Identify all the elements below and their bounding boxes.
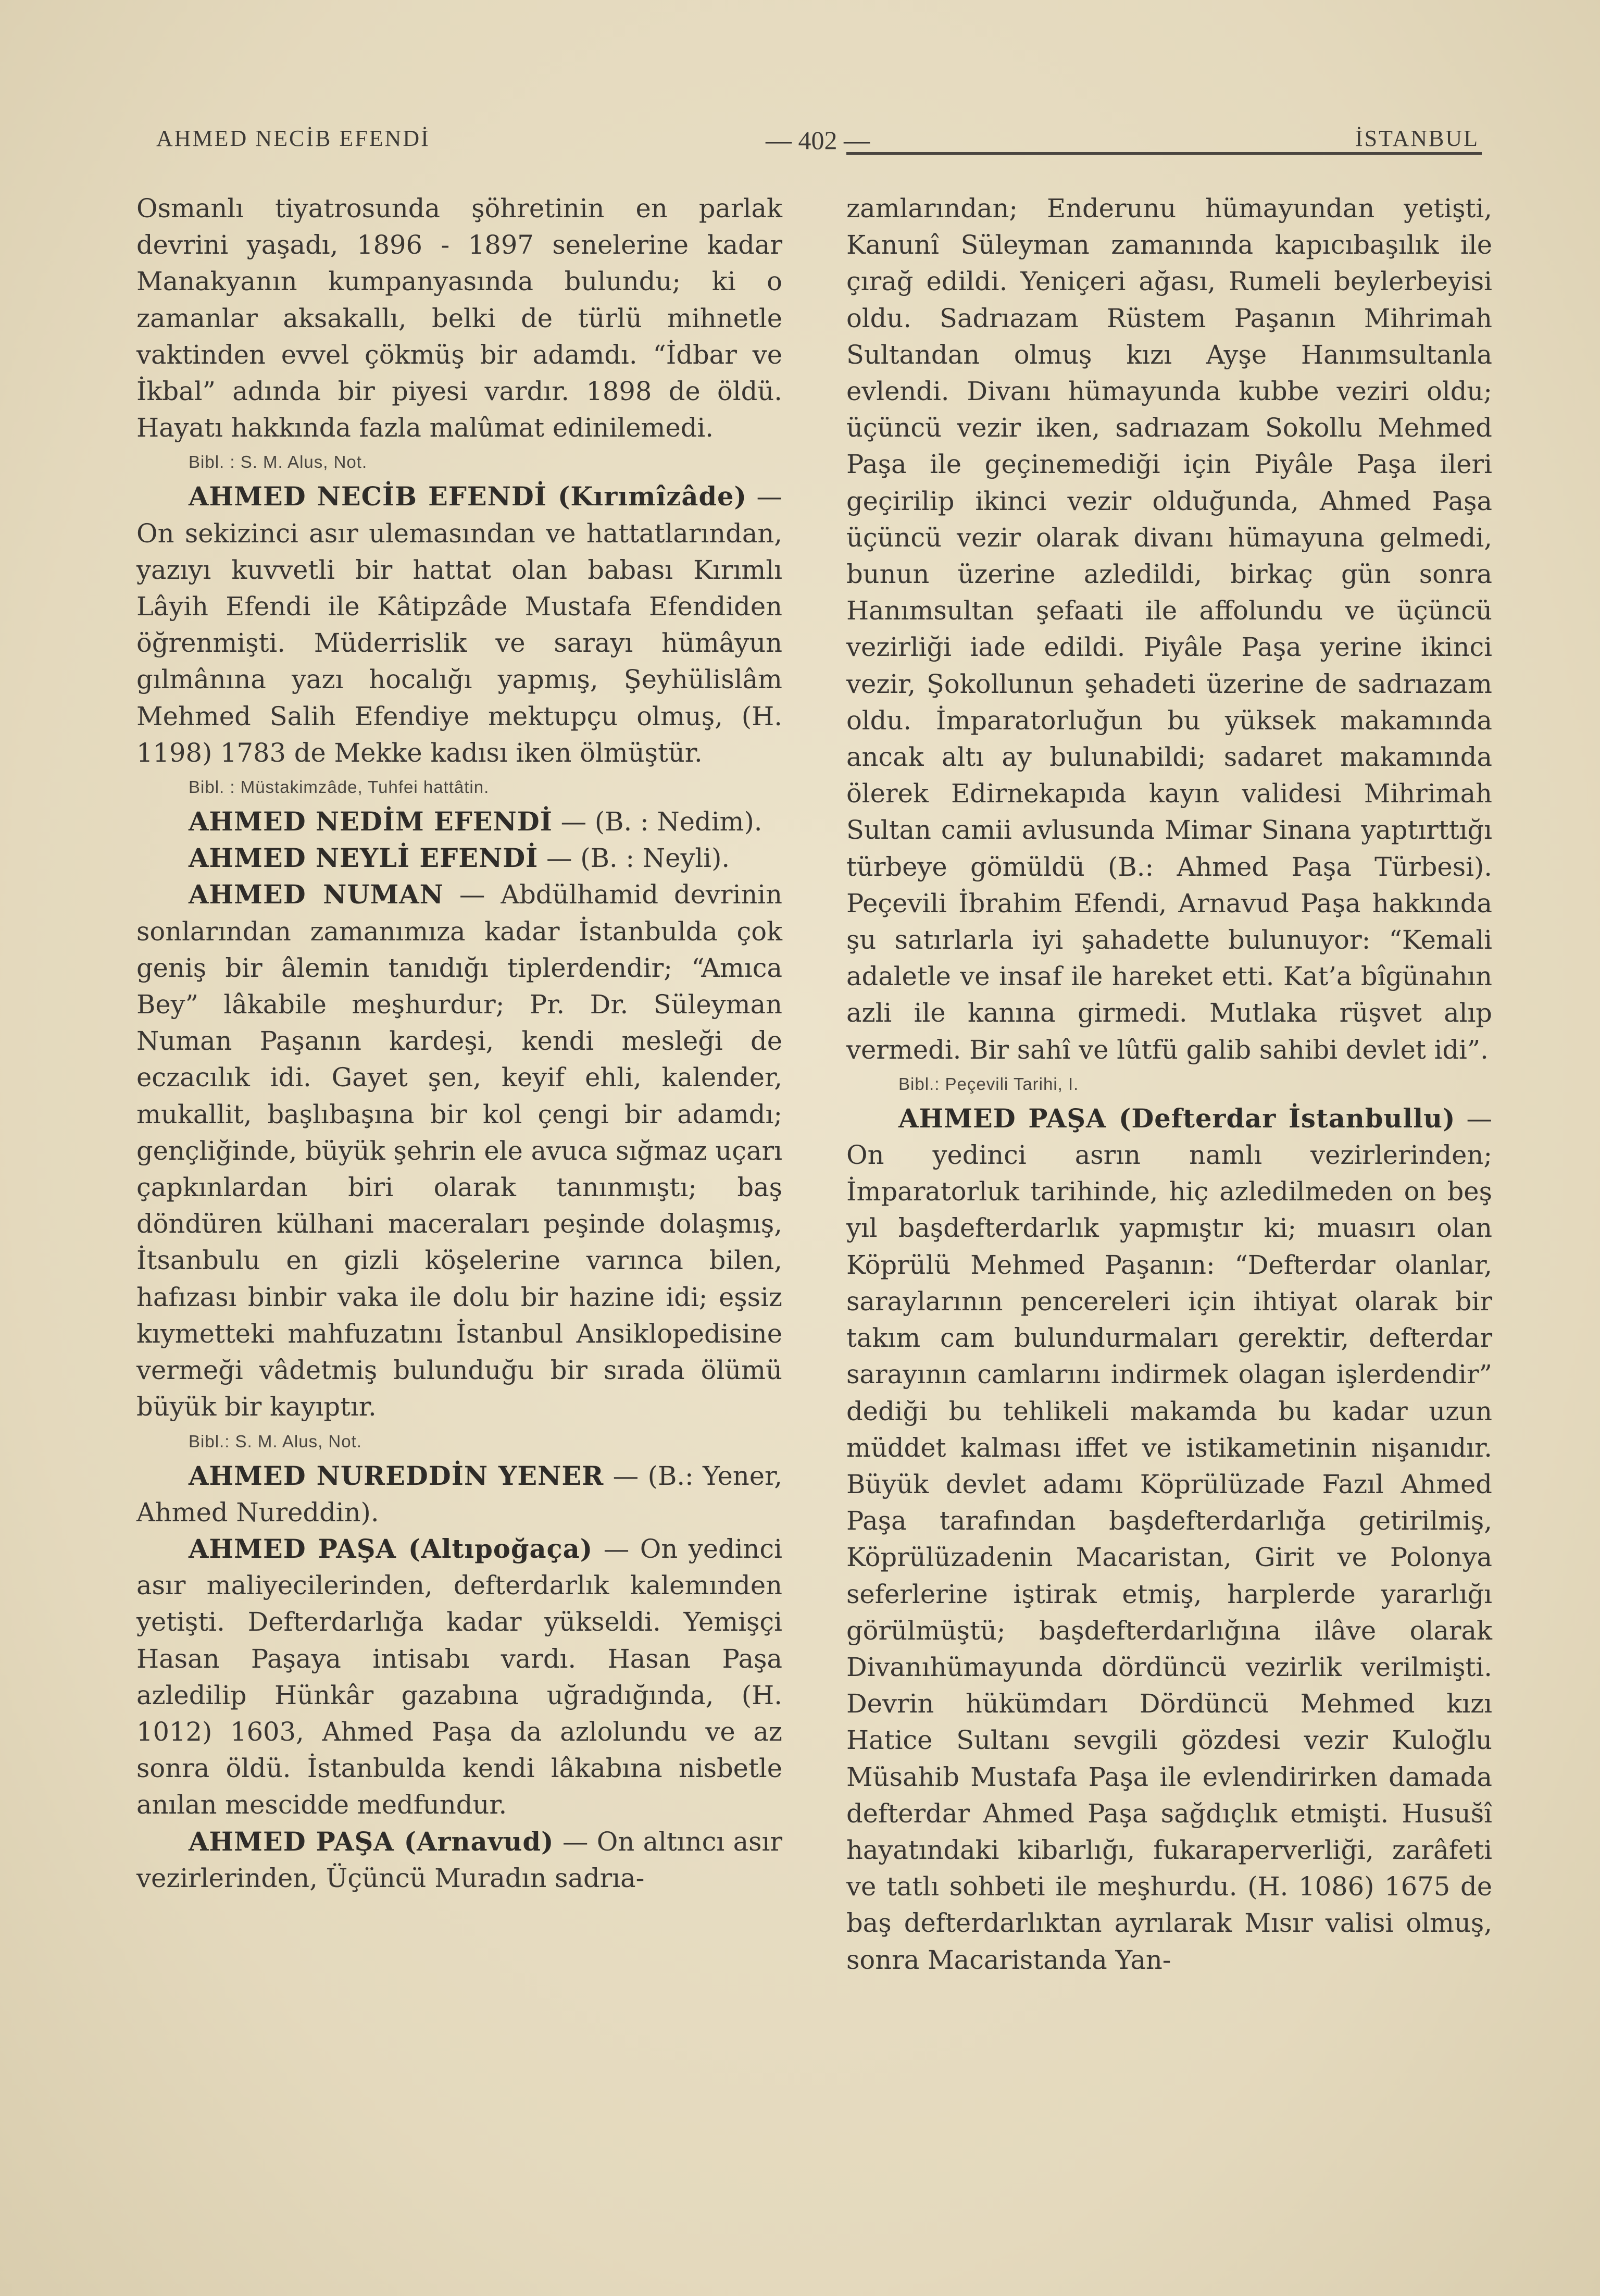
right-column <box>846 190 1492 1978</box>
encyclopedia-entry <box>136 876 782 1425</box>
entry-body: — (B. : Neyli). <box>538 843 730 874</box>
entry-body: — On yedinci asrın namlı vezirlerinden; İmparatorluk tarihinde, hiç azledilmeden on beş yıl başdefterdarlık yapmıştır ki; muasırı olan Köprülü Mehmed Paşanın: “Defterdar olanlar, saraylarının pencereleri için ihtiyat olarak bir takım cam bulundurmaları gerektir, defterdar sarayının camlarını indirmek olagan işlerdendir” dediği bu tehlikeli makamda bu kadar uzun müddet kalması iffet ve istikametinin nişanıdır. Büyük devlet adamı Köprülüzade Fazıl Ahmed Paşa tarafından başdefterdarlığa getirilmiş, Köprülüzadenin Macaristan, Girit ve Polonya seferlerine iştirak etmiş, harplerde yararlığı görülmüştü; başdefterdarlığına ilâve olarak Divanıhümayunda dördüncü vezirlik verilmişti. Devrin hükümdarı Dördüncü Mehmed kızı Hatice Sultanı sevgili gözdesi vezir Kuloğlu Müsahib Mustafa Paşa ile evlendirirken damada defterdar Ahmed Paşa sağdıçlık etmişti. Husus̆î hayatındaki kibarlığı, fukaraperverliği, zarâfeti ve tatlı sohbeti ile meşhurdu. (H. 1086) 1675 de baş defterdarlıktan ayrılarak Mısır valisi olmuş, sonra Macaristanda Yan- <box>846 1103 1492 1975</box>
header-book-title: İSTANBUL <box>1355 126 1479 151</box>
entry-heading: AHMED PAŞA (Arnavud) <box>189 1826 554 1857</box>
bibliography-line: Bibl.: Peçevili Tarihi, I. <box>898 1074 1079 1094</box>
encyclopedia-entry <box>136 478 782 771</box>
entry-body: — (B. : Nedim). <box>552 806 762 837</box>
entry-heading: AHMED NUREDDİN YENER <box>189 1460 604 1491</box>
encyclopedia-entry <box>136 1531 782 1823</box>
page-number: — 402 — <box>766 126 870 155</box>
bibliography-line: Bibl. : Müstakimzâde, Tuhfei hattâtin. <box>189 777 490 797</box>
encyclopedia-entry <box>136 803 782 840</box>
entry-heading: AHMED PAŞA (Defterdar İstanbullu) <box>898 1103 1456 1134</box>
encyclopedia-entry <box>136 840 782 876</box>
entry-heading: AHMED NEDİM EFENDİ <box>189 806 553 837</box>
paragraph: Osmanlı tiyatrosunda şöhretinin en parlak devrini yaşadı, 1896 - 1897 senelerine kadar Manakyanın kumpanyasında bulundu; ki o zamanlar aksakallı, belki de türlü mihnetle vaktinden evvel çökmüş bir adamdı. “İdbar ve İkbal” adında bir piyesi vardır. 1898 de öldü. Hayatı hakkında fazla malûmat edinilemedi. <box>136 193 782 443</box>
entry-body: — On yedinci asır maliyecilerinden, defterdarlık kalemınden yetişti. Defterdarlığa kadar yükseldi. Yemişçi Hasan Paşaya intisabı vardı. Hasan Paşa azledilip Hünkâr gazabına uğradığında, (H. 1012) 1603, Ahmed Paşa da azlolundu ve az sonra öldü. İstanbulda kendi lâkabına nisbetle anılan mescidde medfundur. <box>136 1533 782 1820</box>
entry-body: — (B.: Yener, Ahmed Nureddin). <box>136 1460 782 1528</box>
entry-heading: AHMED NEYLİ EFENDİ <box>189 843 539 874</box>
entry-heading: AHMED NUMAN <box>189 879 444 910</box>
left-column <box>136 190 782 1896</box>
bibliography-line: Bibl. : S. M. Alus, Not. <box>189 452 368 472</box>
encyclopedia-entry <box>846 1100 1492 1978</box>
running-header <box>156 119 1479 155</box>
encyclopedia-entry <box>136 1458 782 1531</box>
header-entry-title: AHMED NECİB EFENDİ <box>156 126 430 151</box>
entry-heading: AHMED PAŞA (Altıpoğaça) <box>189 1533 593 1564</box>
bibliography-line: Bibl.: S. M. Alus, Not. <box>189 1431 362 1451</box>
entry-body: — Abdülhamid devrinin sonlarından zamanımıza kadar İstanbulda çok geniş bir âlemin tanıdığı tiplerdendir; “Amıca Bey” lâkabile meşhurdur; Pr. Dr. Süleyman Numan Paşanın kardeşi, kendi mesleği de eczacılık idi. Gayet şen, keyif ehli, kalender, mukallit, başlıbaşına bir kol çengi bir adamdı; gençliğinde, büyük şehrin ele avuca sığmaz uçarı çapkınlardan biri olarak tanınmıştı; baş döndüren külhani maceraları peşinde dolaşmış, İtsanbulu en gizli köşelerine varınca bilen, hafızası binbir vaka ile dolu bir hazine idi; eşsiz kıymetteki mahfuzatını İstanbul Ansiklopedisine vermeği vâdetmiş bulunduğu bir sırada ölümü büyük bir kayıptır. <box>136 879 782 1422</box>
entry-body: — On altıncı asır vezirlerinden, Üçüncü Muradın sadrıa- <box>136 1826 782 1893</box>
header-rule <box>846 152 1482 155</box>
paragraph: zamlarından; Enderunu hümayundan yetişti, Kanunî Süleyman zamanında kapıcıbaşılık ile çırağ edildi. Yeniçeri ağası, Rumeli beylerbeyisi oldu. Sadrıazam Rüstem Paşanın Mihrimah Sultandan olmuş kızı Ayşe Hanımsultanla evlendi. Divanı hümayunda kubbe veziri oldu; üçüncü vezir iken, sadrıazam Sokollu Mehmed Paşa ile geçinemediği için Piyâle Paşa ileri geçirilip ikinci vezir olduğunda, Ahmed Paşa üçüncü vezir olarak divanı hümayuna gelmedi, bunun üzerine azledildi, birkaç gün sonra Hanımsultan şefaati ile affolundu ve üçüncü vezirliği iade edildi. Piyâle Paşa yerine ikinci vezir, Şokollunun şehadeti üzerine de sadrıazam oldu. İmparatorluğun bu yüksek makamında ancak altı ay bulunabildi; sadaret makamında ölerek Edirnekapıda kayın validesi Mihrimah Sultan camii avlusunda Mimar Sinana yaptırttığı türbeye gömüldü (B.: Ahmed Paşa Türbesi). Peçevili İbrahim Efendi, Arnavud Paşa hakkında şu satırlarla iyi şahadette bulunuyor: “Kemali adaletle ve insaf ile hareket etti. Kat’a bîgünahın azli ile kanına girmedi. Mutlaka rüşvet alıp vermedi. Bir sahî ve lûtfü galib sahibi devlet idi”. <box>846 193 1492 1065</box>
encyclopedia-entry <box>136 1823 782 1896</box>
entry-heading: AHMED NECİB EFENDİ (Kırımîzâde) <box>189 481 747 512</box>
entry-body: — On sekizinci asır ulemasından ve hattatlarından, yazıyı kuvvetli bir hattat olan babası Kırımlı Lâyih Efendi ile Kâtipzâde Mustafa Efendiden öğrenmişti. Müderrislik ve sarayı hümâyun gılmânına yazı hocalığı yapmış, Şeyhülislâm Mehmed Salih Efendiye mektupçu olmuş, (H. 1198) 1783 de Mekke kadısı iken ölmüştür. <box>136 481 782 768</box>
